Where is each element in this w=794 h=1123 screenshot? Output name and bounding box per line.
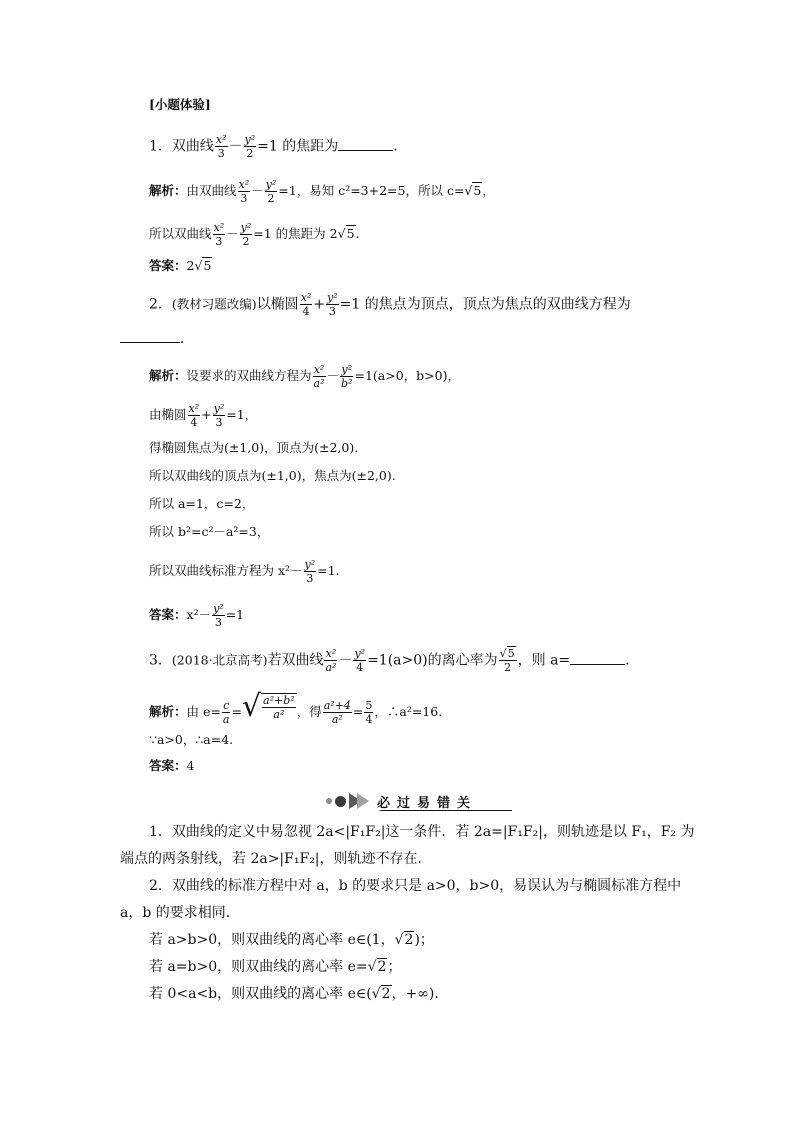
arrow-light-icon: [357, 793, 369, 809]
fraction: $\frac{\text{y²}}{2}$: [244, 133, 256, 160]
q2-answer: 答案：x²－ $\frac{\text{y²}}{3}$ =1: [149, 602, 245, 629]
solution-label: 解析：: [149, 368, 187, 383]
fraction: $\frac{\text{y²}}{3}$: [327, 291, 338, 318]
sqrt: √ a²+b² a²: [241, 689, 295, 724]
fraction: $\frac{\text{y²}}{4}$: [354, 647, 366, 674]
question-2-stem: 2．(教材习题改编)以椭圆 $\frac{\text{x²}}{4}$ + $\frac{\text{y²}}{3}$ =1 的焦点为顶点，顶点为焦点的双曲线方程为: [149, 291, 631, 318]
sqrt: √5: [337, 226, 355, 241]
note-5: 若 0<a<b，则双曲线的离心率 e∈(√2，+∞)．: [149, 986, 449, 1002]
note-2-line-1: 2．双曲线的标准方程中对 a，b 的要求只是 a>0，b>0，易误认为与椭圆标准方程中: [149, 878, 682, 894]
q2-solution-line-1: 解析：设要求的双曲线方程为 $\frac{\text{x²}}{\text{a²}}$ － $\frac{\text{y²}}{\text{b²}}$ =1(a>0，b>0)，: [149, 363, 460, 390]
fraction: $\frac{\text{x²}}{\text{a²}}$: [313, 363, 325, 390]
question-2-blank-line: ．: [120, 328, 194, 349]
q2-solution-line-5: 所以 a=1，c=2，: [149, 496, 255, 511]
fraction: $\frac{√5}{2}$: [499, 647, 515, 674]
question-number: 3．: [149, 652, 172, 669]
question-source: (教材习题改编): [171, 296, 257, 312]
q2-solution-line-4: 所以双曲线的顶点为(±1,0)，焦点为(±2,0).: [149, 468, 396, 483]
sqrt: √5: [194, 258, 212, 273]
q3-answer: 答案：4: [149, 758, 195, 773]
fraction: $\frac{\text{x²}}{4}$: [300, 291, 312, 318]
fraction: $\frac{\text{y²}}{\text{b²}}$: [341, 363, 353, 390]
q1-solution-line-2: 所以双曲线 $\frac{\text{x²}}{3}$ － $\frac{\text{y²}}{2}$ =1 的焦距为 2√5.: [149, 221, 360, 248]
section-banner: [326, 790, 477, 812]
solution-label: 解析：: [149, 183, 187, 198]
sqrt: √2: [394, 932, 414, 948]
q2-solution-line-7: 所以双曲线标准方程为 x²－ $\frac{\text{y²}}{3}$ =1.: [149, 558, 340, 585]
q2-solution-line-2: 由椭圆 $\frac{\text{x²}}{4}$ + $\frac{\text{y²}}{3}$ =1，: [149, 402, 258, 429]
sqrt: √5: [464, 183, 482, 198]
fraction: $\frac{\text{y²}}{3}$: [304, 558, 316, 585]
fraction: $\frac{\text{y²}}{3}$: [213, 602, 224, 629]
q2-solution-line-3: 得椭圆焦点为(±1,0)，顶点为(±2,0).: [149, 440, 359, 455]
note-4: 若 a=b>0，则双曲线的离心率 e=√2；: [149, 959, 402, 975]
fraction: $\frac{\text{x²}}{3}$: [215, 133, 227, 160]
note-1-line-2: 端点的两条射线，若 2a>|F₁F₂|，则轨迹不存在．: [120, 851, 432, 867]
fraction: $\frac{\text{x²}}{3}$: [238, 178, 250, 205]
fraction: $\frac{c}{a}$: [222, 699, 230, 726]
answer-label: 答案：: [149, 607, 187, 622]
question-3-stem: 3．(2018·北京高考)若双曲线 $\frac{\text{x²}}{\text{a²}}$ － $\frac{\text{y²}}{4}$ =1(a>0)的离心率为 $\frac{√5}{2}$ ，则 a= .: [149, 647, 630, 674]
section-title: [小题体验]: [149, 97, 211, 112]
q2-solution-line-6: 所以 b²=c²－a²=3，: [149, 524, 270, 539]
dot-large-icon: [335, 796, 346, 807]
question-number: 2．: [149, 296, 172, 313]
q3-solution-line-1: 解析：由 e= $\frac{c}{a}$ = √ a²+b² a² ，得 $\frac{\text{a²+4}}{\text{a²}}$ = $\frac{5}{4}$ ，∴a²=16.: [149, 689, 443, 726]
sqrt: √2: [371, 986, 391, 1002]
question-source: (2018·北京高考): [171, 652, 268, 668]
fraction: $\frac{\text{x²}}{\text{a²}}$: [325, 647, 337, 674]
answer-blank: [338, 136, 393, 151]
note-3: 若 a>b>0，则双曲线的离心率 e∈(1，√2)；: [149, 932, 434, 948]
question-1-stem: 1．双曲线 $\frac{\text{x²}}{3}$ － $\frac{\text{y²}}{2}$ =1 的焦距为 ．: [149, 133, 408, 160]
fraction: $\frac{\text{y²}}{2}$: [240, 221, 252, 248]
q1-solution-line-1: 解析：由双曲线 $\frac{\text{x²}}{3}$ － $\frac{\text{y²}}{2}$ =1，易知 c²=3+2=5，所以 c=√5，: [149, 178, 495, 205]
fraction: $\frac{\text{x²}}{3}$: [213, 221, 225, 248]
note-1-line-1: 1．双曲线的定义中易忽视 2a<|F₁F₂|这一条件．若 2a=|F₁F₂|，则轨迹是以 F₁，F₂ 为: [149, 824, 695, 840]
banner-underline: [380, 810, 512, 811]
fraction: $\frac{\text{y²}}{3}$: [213, 402, 225, 429]
question-number: 1．: [149, 138, 172, 155]
fraction: $\frac{\text{y²}}{2}$: [265, 178, 277, 205]
dot-small-icon: [326, 798, 332, 804]
q1-answer: 答案：2√5: [149, 256, 212, 276]
note-2-line-2: a，b 的要求相同．: [120, 905, 240, 921]
answer-blank: [570, 650, 625, 665]
fraction: $\frac{\text{a²+4}}{\text{a²}}$: [323, 699, 351, 726]
answer-label: 答案：: [149, 258, 187, 273]
q3-solution-line-2: ∵a>0，∴a=4.: [149, 732, 234, 747]
banner-title: 必过易错关: [377, 795, 478, 811]
solution-label: 解析：: [149, 704, 187, 719]
sqrt: √2: [367, 959, 387, 975]
fraction: $\frac{5}{4}$: [365, 699, 373, 726]
answer-blank: [120, 328, 180, 343]
fraction: $\frac{\text{x²}}{4}$: [188, 402, 200, 429]
answer-label: 答案：: [149, 758, 187, 773]
